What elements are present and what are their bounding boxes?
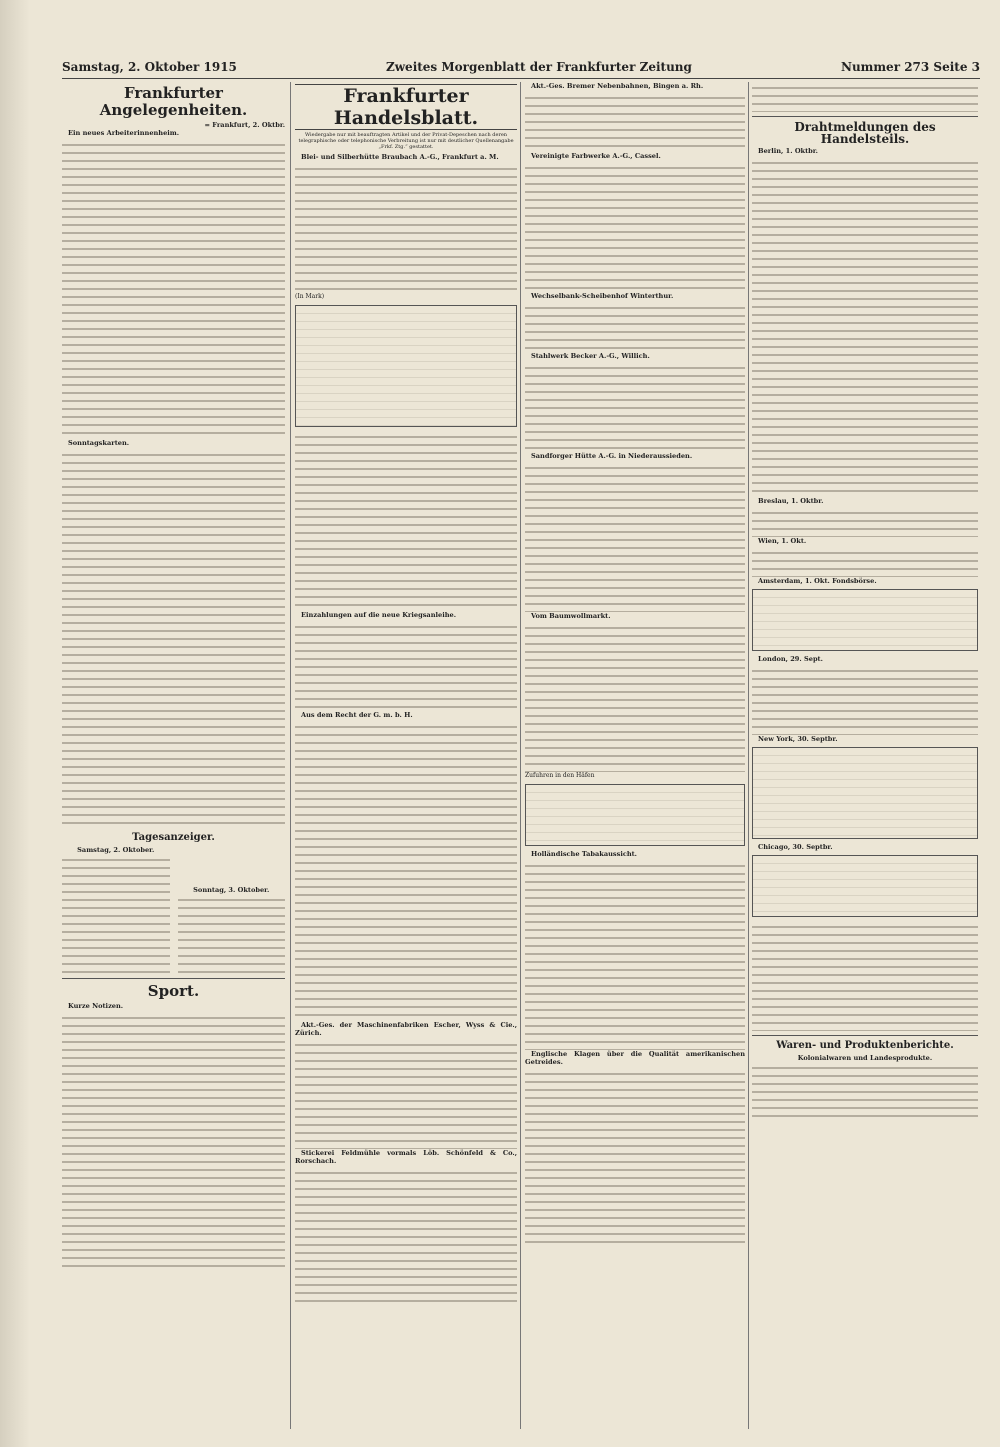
article-heading: Wechselbank-Scheibenhof Winterthur. bbox=[531, 292, 674, 301]
section-title-goods: Waren- und Produktenberichte. bbox=[776, 1040, 954, 1052]
article-heading: Blei- und Silberhütte Braubach A.-G., Frankfurt a. M. bbox=[301, 153, 499, 161]
article-heading: Sonntagskarten. bbox=[68, 439, 130, 448]
market-heading: Amsterdam, 1. Okt. Fondsbörse. bbox=[758, 577, 877, 586]
page-header bbox=[62, 56, 980, 79]
body-text-block bbox=[525, 622, 745, 772]
body-text-block bbox=[752, 921, 978, 1031]
body-text-block bbox=[295, 721, 517, 1021]
article-heading: Stahlwerk Becker A.-G., Willich. bbox=[531, 352, 650, 361]
section-title-sport: Sport. bbox=[147, 982, 200, 1001]
amsterdam-table bbox=[752, 589, 978, 651]
body-text-block bbox=[295, 431, 517, 611]
header-date: Samstag, 2. Oktober 1915 bbox=[62, 60, 237, 74]
body-text-block bbox=[525, 1068, 745, 1248]
body-text-block bbox=[752, 82, 978, 112]
divider bbox=[752, 1035, 978, 1036]
event-date: Sonntag, 3. Oktober. bbox=[193, 886, 270, 895]
column-business bbox=[295, 82, 517, 1431]
market-heading: London, 29. Sept. bbox=[758, 655, 823, 664]
article-heading: Vom Baumwollmarkt. bbox=[531, 612, 611, 621]
column-business-2 bbox=[525, 82, 745, 1431]
header-page-number: Nummer 273 Seite 3 bbox=[840, 60, 980, 74]
article-heading: Akt.-Ges. Bremer Nebenbahnen, Bingen a. Rh. bbox=[531, 82, 704, 90]
page-binding-edge bbox=[0, 0, 30, 1447]
new-york-table bbox=[752, 747, 978, 839]
body-text-block bbox=[752, 1062, 978, 1122]
dateline: = Frankfurt, 2. Oktbr. bbox=[204, 121, 285, 129]
body-text-block bbox=[752, 547, 978, 577]
article-heading: Einzahlungen auf die neue Kriegsanleihe. bbox=[301, 611, 456, 620]
events-listing bbox=[62, 846, 285, 974]
divider bbox=[752, 116, 978, 117]
body-text-block bbox=[525, 302, 745, 352]
chicago-table bbox=[752, 855, 978, 917]
section-title-wire: Drahtmeldungen des Handelsteils. bbox=[794, 120, 936, 146]
article-heading: Ein neues Arbeiterinnenheim. bbox=[68, 129, 180, 138]
divider bbox=[62, 978, 285, 979]
article-heading: Englische Klagen über die Qualität amerikanischen Getreides. bbox=[525, 1050, 745, 1067]
event-list bbox=[62, 854, 170, 974]
body-text-block bbox=[525, 462, 745, 612]
section-subtitle: Kolonialwaren und Landesprodukte. bbox=[797, 1054, 933, 1063]
body-text-block bbox=[62, 449, 285, 829]
article-heading: Berlin, 1. Oktbr. bbox=[758, 147, 818, 155]
body-text-block bbox=[525, 860, 745, 1050]
article-heading: Stickerei Feldmühle vormals Löb. Schönfeld & Co., Rorschach. bbox=[295, 1149, 517, 1166]
column-rule bbox=[520, 82, 521, 1429]
event-list bbox=[178, 894, 286, 974]
masthead-notice: Wiedergabe nur mit beauftragten Artikel und der Privat-Depeschen nach deren telegraphische oder telephonische Verbreitung ist nur mit deutlicher Quellenangabe „Frkf. Ztg.“ gestattet. bbox=[298, 132, 514, 150]
body-text-block bbox=[525, 362, 745, 452]
column-wire-reports bbox=[752, 82, 978, 1431]
masthead-handelsblatt: Frankfurter Handelsblatt. bbox=[295, 84, 517, 130]
body-text-block bbox=[295, 621, 517, 711]
body-text-block bbox=[525, 162, 745, 292]
financial-table bbox=[295, 305, 517, 427]
article-heading: Breslau, 1. Oktbr. bbox=[758, 497, 824, 506]
body-text-block bbox=[295, 1167, 517, 1307]
body-text-block bbox=[752, 507, 978, 537]
article-heading: Holländische Tabakaussicht. bbox=[531, 850, 637, 859]
body-text-block bbox=[525, 92, 745, 152]
article-heading: Aus dem Recht der G. m. b. H. bbox=[301, 711, 413, 720]
body-text-block bbox=[752, 157, 978, 497]
article-heading: Sandforger Hütte A.-G. in Niederaussieden. bbox=[531, 452, 693, 461]
article-heading: Kurze Notizen. bbox=[68, 1002, 124, 1011]
table-label: Zufuhren in den Häfen bbox=[525, 772, 595, 780]
event-date: Samstag, 2. Oktober. bbox=[77, 846, 155, 855]
body-text-block bbox=[62, 139, 285, 439]
market-heading: Chicago, 30. Septbr. bbox=[758, 843, 833, 852]
column-local-news bbox=[62, 82, 285, 1431]
article-heading: Wien, 1. Okt. bbox=[758, 537, 807, 546]
article-heading: Akt.-Ges. der Maschinenfabriken Escher, Wyss & Cie., Zürich. bbox=[295, 1021, 517, 1038]
column-rule bbox=[748, 82, 749, 1429]
body-text-block bbox=[752, 665, 978, 735]
table-label: (In Mark) bbox=[295, 293, 325, 301]
body-text-block bbox=[62, 1012, 285, 1272]
header-publication: Zweites Morgenblatt der Frankfurter Zeitung bbox=[385, 60, 692, 74]
body-text-block bbox=[295, 1039, 517, 1149]
article-heading: Vereinigte Farbwerke A.-G., Cassel. bbox=[531, 152, 661, 161]
section-title-frankfurt: Frankfurter Angelegenheiten. bbox=[99, 84, 248, 119]
body-text-block bbox=[295, 163, 517, 293]
market-heading: New York, 30. Septbr. bbox=[758, 735, 838, 744]
section-title-events: Tagesanzeiger. bbox=[132, 832, 215, 844]
cotton-table bbox=[525, 784, 745, 846]
column-rule bbox=[290, 82, 291, 1429]
